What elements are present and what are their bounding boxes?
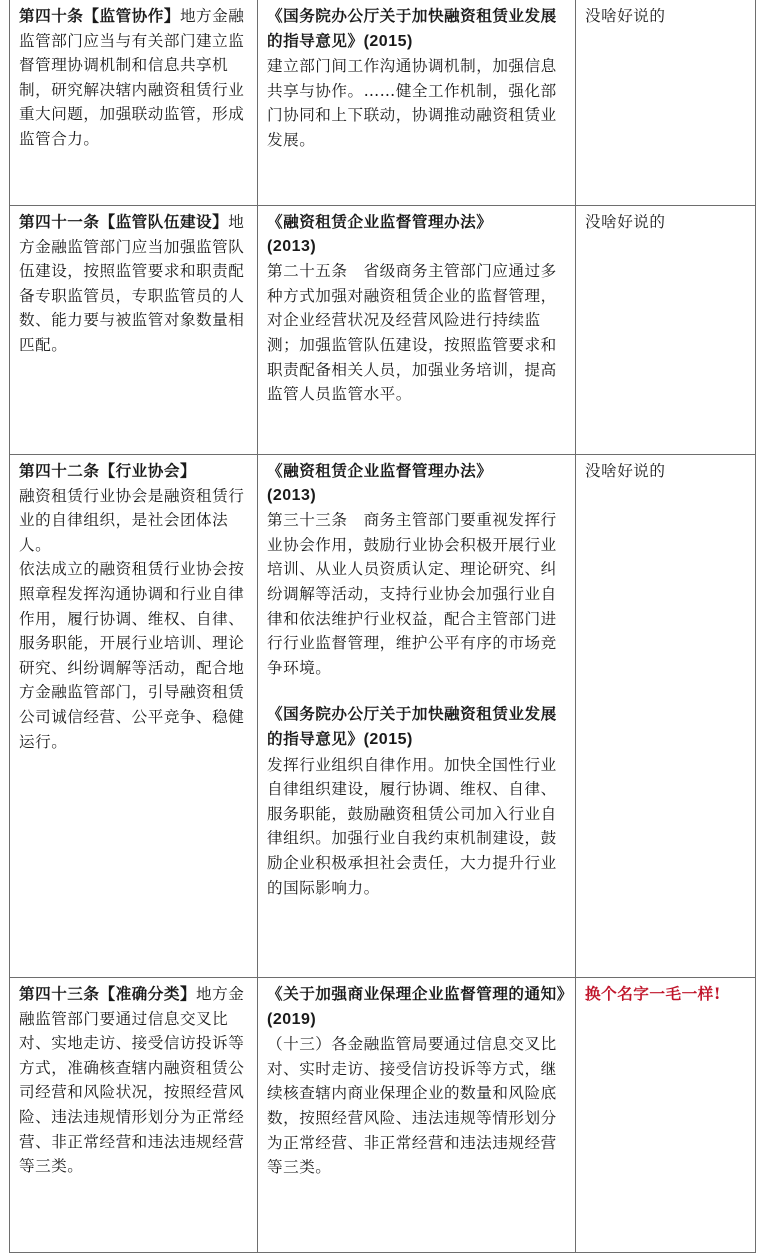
reference-cell bbox=[258, 0, 576, 206]
table-row bbox=[10, 978, 756, 1253]
comparison-table bbox=[9, 0, 756, 1253]
table-row bbox=[10, 206, 756, 455]
reference-body: 发挥行业组织自律作用。加快全国性行业自律组织建设，履行协调、维权、自律、服务职能，鼓励融资租赁公司加入行业自律组织。加强行业自我约束机制建设，鼓励企业积极承担社会责任，大力提升行业的国际影响力。 bbox=[267, 755, 557, 897]
reference-body: （十三）各金融监管局要通过信息交叉比对、实时走访、接受信访投诉等方式，继续核查辖内商业保理企业的数量和风险底数，按照经营风险、违法违规等情形划分为正常经营、非正常经营和违法违规经营等三类。 bbox=[267, 1035, 557, 1177]
article-title: 第四十一条【监管队伍建设】 bbox=[19, 212, 229, 231]
comment-text: 没啥好说的 bbox=[585, 462, 666, 480]
reference-title: 《融资租赁企业监督管理办法》 bbox=[267, 461, 493, 480]
article-title: 第四十三条【准确分类】 bbox=[19, 984, 197, 1003]
reference-cell bbox=[258, 206, 576, 455]
reference-year: (2019) bbox=[267, 1010, 317, 1028]
comment-text: 没啥好说的 bbox=[585, 213, 666, 231]
reference-year: (2015) bbox=[363, 730, 413, 748]
article-title: 第四十条【监管协作】 bbox=[19, 6, 180, 25]
comment-cell bbox=[576, 0, 756, 206]
article-title: 第四十二条【行业协会】 bbox=[19, 461, 197, 480]
reference-title: 《融资租赁企业监督管理办法》 bbox=[267, 212, 493, 231]
comment-text-highlight: 换个名字一毛一样! bbox=[585, 984, 722, 1003]
table-row bbox=[10, 455, 756, 978]
comment-cell bbox=[576, 455, 756, 978]
article-cell bbox=[10, 978, 258, 1253]
article-body: 融资租赁行业协会是融资租赁行业的自律组织，是社会团体法人。 bbox=[19, 486, 245, 554]
reference-year: (2015) bbox=[363, 32, 413, 50]
reference-title: 《国务院办公厅关于加快融资租赁业发展的指导意见》 bbox=[267, 6, 557, 50]
reference-year: (2013) bbox=[267, 486, 317, 504]
reference-cell bbox=[258, 455, 576, 978]
comment-text: 没啥好说的 bbox=[585, 7, 666, 25]
reference-title: 《关于加强商业保理企业监督管理的通知》 bbox=[267, 984, 573, 1003]
reference-body: 第三十三条 商务主管部门要重视发挥行业协会作用，鼓励行业协会积极开展行业培训、从业人员资质认定、理论研究、纠纷调解等活动，支持行业协会加强行业自律和依法维护行业权益，配合主管部门进行行业监督管理，维护公平有序的市场竞争环境。 bbox=[267, 511, 557, 677]
article-body: 地方金融监管部门要通过信息交叉比对、实地走访、接受信访投诉等方式，准确核查辖内融资租赁公司经营和风险状况，按照经营风险、违法违规情形划分为正常经营、非正常经营和违法违规经营等三类。 bbox=[19, 985, 245, 1176]
article-cell bbox=[10, 455, 258, 978]
reference-title: 《国务院办公厅关于加快融资租赁业发展的指导意见》 bbox=[267, 704, 557, 748]
reference-body: 建立部门间工作沟通协调机制，加强信息共享与协作。……健全工作机制，强化部门协同和上下联动，协调推动融资租赁业发展。 bbox=[267, 57, 557, 149]
reference-body: 第二十五条 省级商务主管部门应通过多种方式加强对融资租赁企业的监督管理，对企业经营状况及经营风险进行持续监测；加强监管队伍建设，按照监管要求和职责配备相关人员，加强业务培训，提高监管人员监管水平。 bbox=[267, 262, 557, 404]
reference-year: (2013) bbox=[267, 237, 317, 255]
table-row bbox=[10, 0, 756, 206]
article-body-paragraph-2: 依法成立的融资租赁行业协会按照章程发挥沟通协调和行业自律作用，履行协调、维权、自律、服务职能，开展行业培训、理论研究、纠纷调解等活动，配合地方金融监管部门，引导融资租赁公司诚信经营、公平竞争、稳健运行。 bbox=[19, 560, 245, 751]
article-body: 地方金融监管部门应当与有关部门建立监督管理协调机制和信息共享机制，研究解决辖内融资租赁行业重大问题，加强联动监管，形成监管合力。 bbox=[19, 7, 245, 148]
article-cell bbox=[10, 206, 258, 455]
comment-cell bbox=[576, 206, 756, 455]
reference-cell bbox=[258, 978, 576, 1253]
article-cell bbox=[10, 0, 258, 206]
comment-cell bbox=[576, 978, 756, 1253]
article-body: 地方金融监管部门应当加强监管队伍建设，按照监管要求和职责配备专职监管员，专职监管员的人数、能力要与被监管对象数量相匹配。 bbox=[19, 213, 245, 354]
